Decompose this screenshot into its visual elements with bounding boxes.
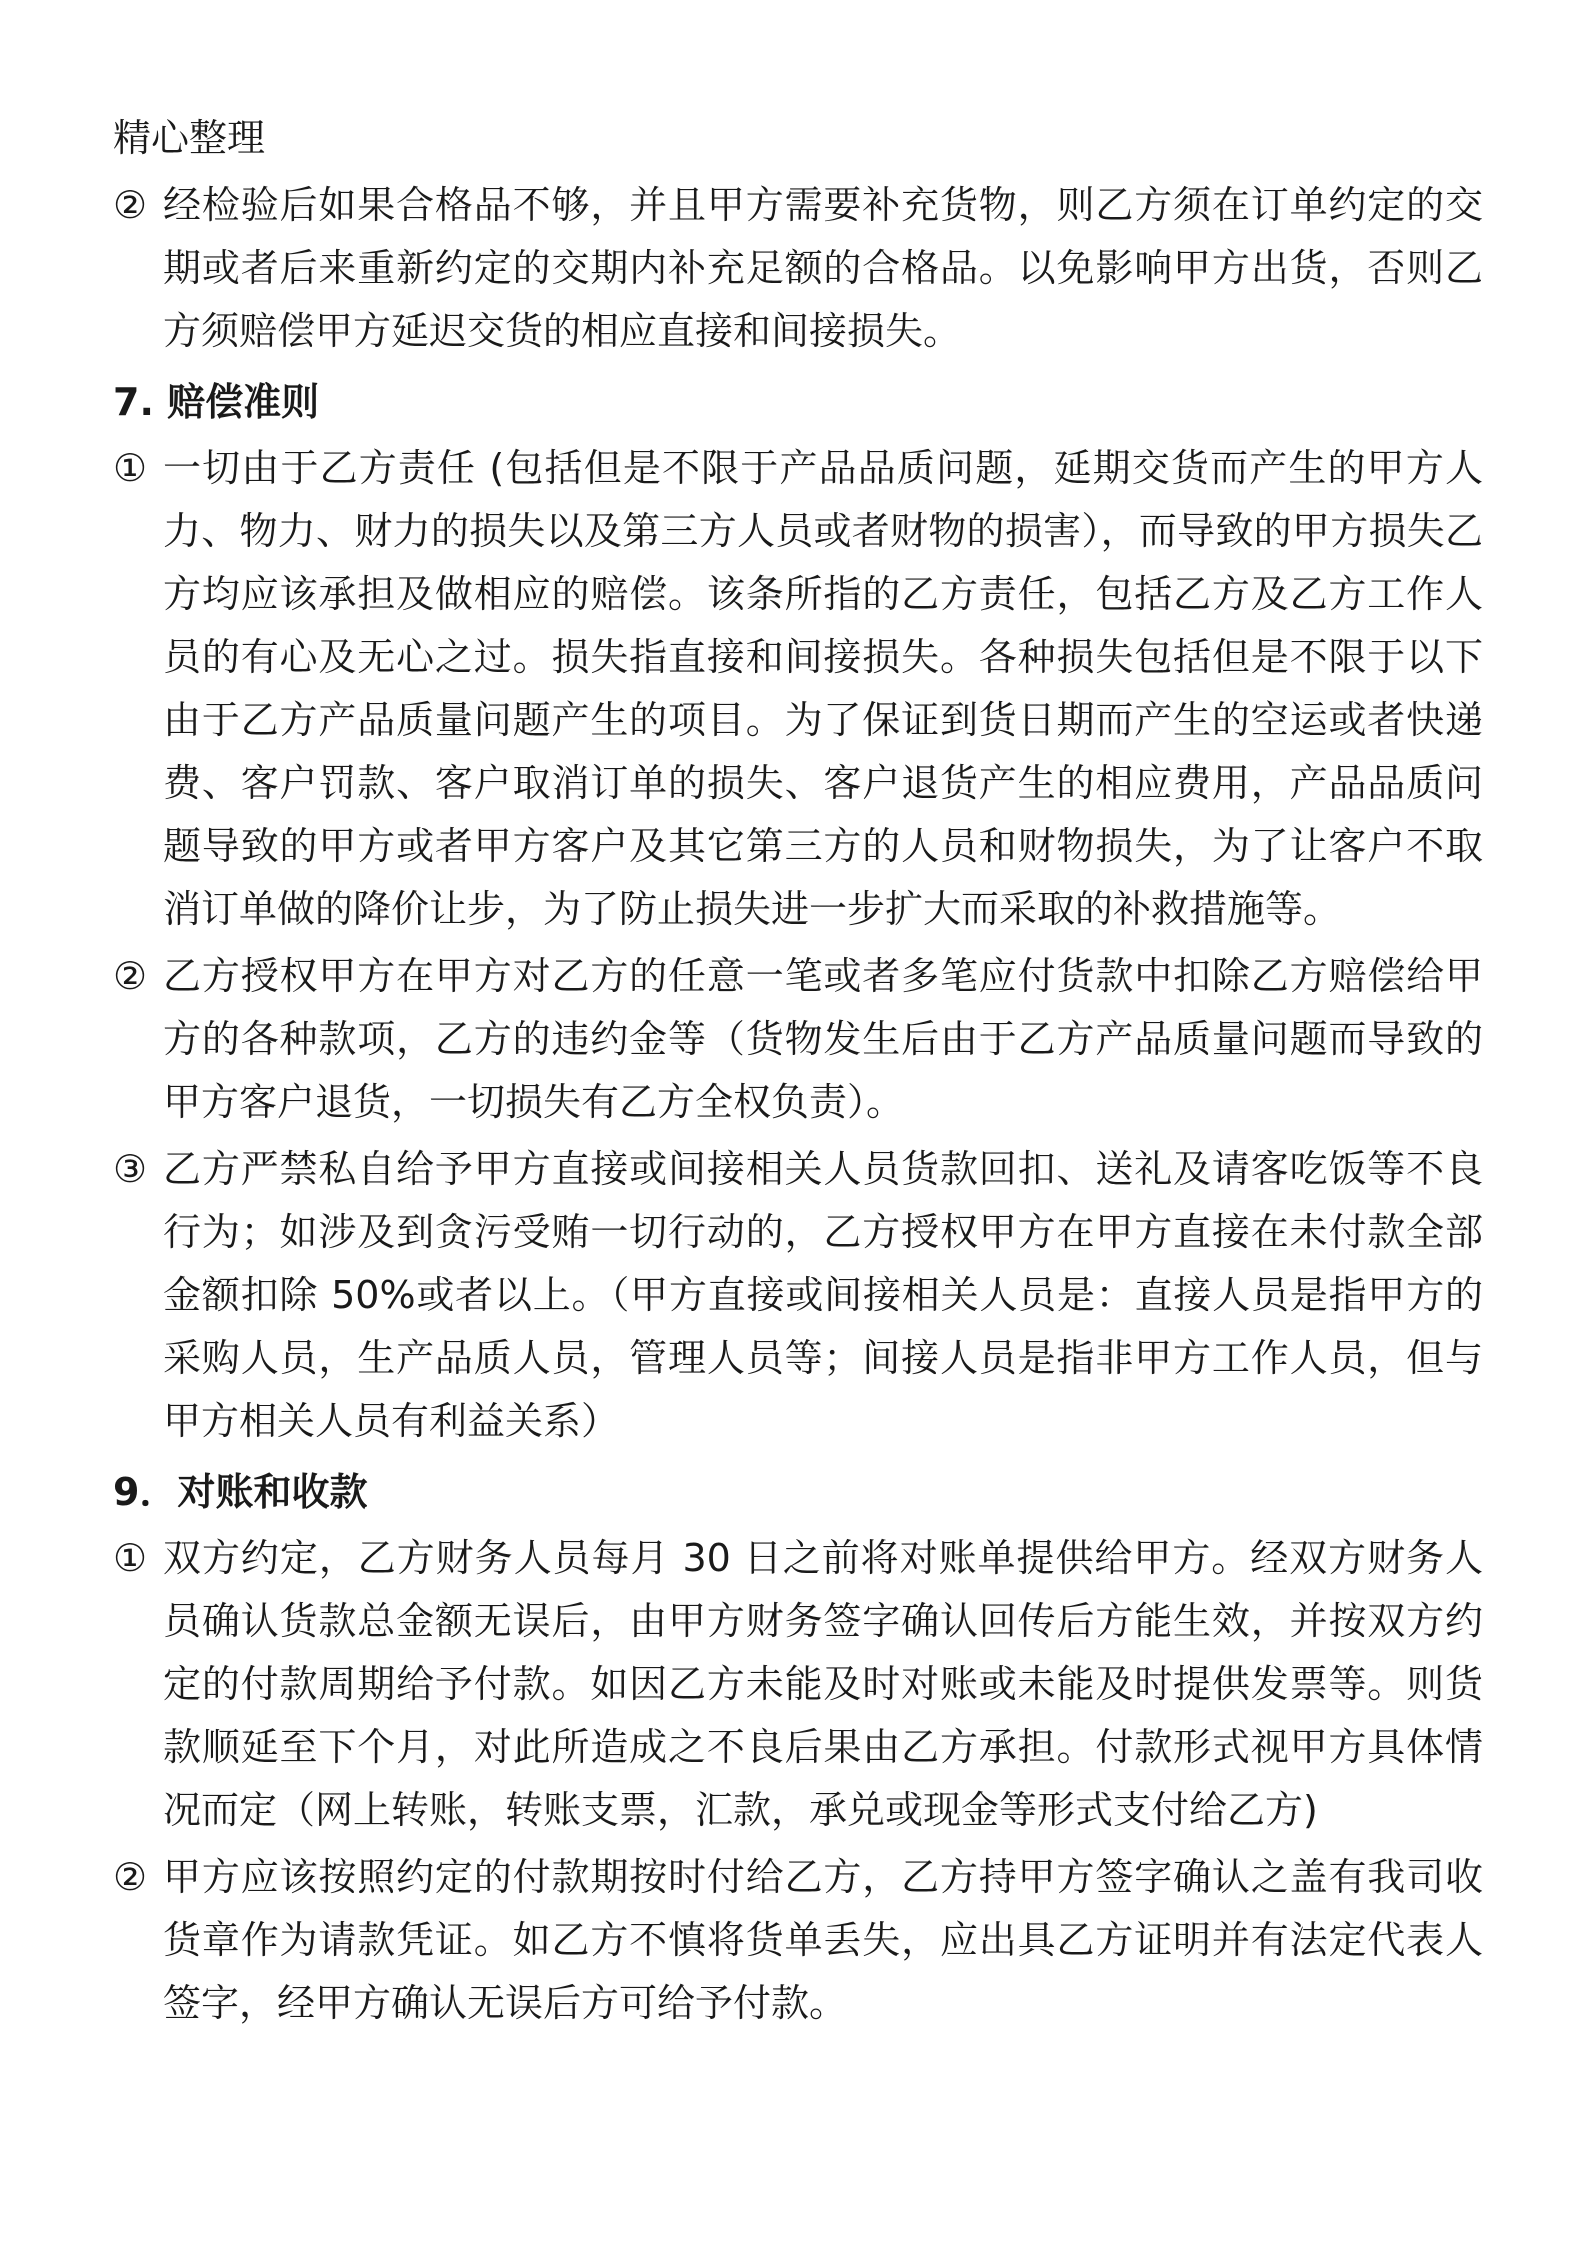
- item-marker: ②: [113, 954, 148, 998]
- list-item: [113, 437, 1483, 941]
- document-page: [113, 108, 1483, 2039]
- list-item: [113, 1527, 1483, 1842]
- section-continuation: [113, 174, 1483, 363]
- item-text: 一切由于乙方责任 (包括但是不限于产品品质问题，延期交货而产生的甲方人力、物力、财力的损失以及第三方人员或者财物的损害），而导致的甲方损失乙方均应该承担及做相应的赔偿。该条所指的乙方责任，包括乙方及乙方工作人员的有心及无心之过。损失指直接和间接损失。各种损失包括但是不限于以下由于乙方产品质量问题产生的项目。为了保证到货日期而产生的空运或者快递费、客户罚款、客户取消订单的损失、客户退货产生的相应费用，产品品质问题导致的甲方或者甲方客户及其它第三方的人员和财物损失，为了让客户不取消订单做的降价让步，为了防止损失进一步扩大而采取的补救措施等。: [163, 446, 1483, 931]
- item-text: 双方约定，乙方财务人员每月 30 日之前将对账单提供给甲方。经双方财务人员确认货款总金额无误后，由甲方财务签字确认回传后方能生效，并按双方约定的付款周期给予付款。如因乙方未能及时对账或未能及时提供发票等。则货款顺延至下个月，对此所造成之不良后果由乙方承担。付款形式视甲方具体情况而定（网上转账，转账支票，汇款，承兑或现金等形式支付给乙方): [163, 1536, 1483, 1832]
- header-watermark: 精心整理: [113, 116, 266, 160]
- list-item: [113, 1846, 1483, 2035]
- item-marker: ②: [113, 1855, 148, 1899]
- item-text: 乙方授权甲方在甲方对乙方的任意一笔或者多笔应付货款中扣除乙方赔偿给甲方的各种款项，乙方的违约金等（货物发生后由于乙方产品质量问题而导致的甲方客户退货，一切损失有乙方全权负责）。: [163, 954, 1483, 1124]
- item-marker: ①: [113, 1536, 148, 1580]
- section-heading: 7. 赔偿准则: [113, 380, 320, 424]
- item-marker: ②: [113, 183, 148, 227]
- list-item: [113, 1138, 1483, 1453]
- list-item: [113, 945, 1483, 1134]
- item-text: 乙方严禁私自给予甲方直接或间接相关人员货款回扣、送礼及请客吃饭等不良行为；如涉及到贪污受贿一切行动的，乙方授权甲方在甲方直接在未付款全部金额扣除 50%或者以上。（甲方直接或间接相关人员是：直接人员是指甲方的采购人员，生产品质人员，管理人员等；间接人员是指非甲方工作人员，但与甲方相关人员有利益关系）: [163, 1147, 1483, 1443]
- section-reconciliation: [113, 1461, 1483, 2035]
- item-text: 经检验后如果合格品不够，并且甲方需要补充货物，则乙方须在订单约定的交期或者后来重新约定的交期内补充足额的合格品。以免影响甲方出货，否则乙方须赔偿甲方延迟交货的相应直接和间接损失。: [163, 183, 1483, 353]
- list-item: [113, 174, 1483, 363]
- item-marker: ③: [113, 1147, 148, 1191]
- item-marker: ①: [113, 446, 148, 490]
- section-heading: 9．对账和收款: [113, 1470, 368, 1514]
- item-text: 甲方应该按照约定的付款期按时付给乙方，乙方持甲方签字确认之盖有我司收货章作为请款凭证。如乙方不慎将货单丢失，应出具乙方证明并有法定代表人签字，经甲方确认无误后方可给予付款。: [163, 1855, 1483, 2025]
- section-compensation: [113, 371, 1483, 1453]
